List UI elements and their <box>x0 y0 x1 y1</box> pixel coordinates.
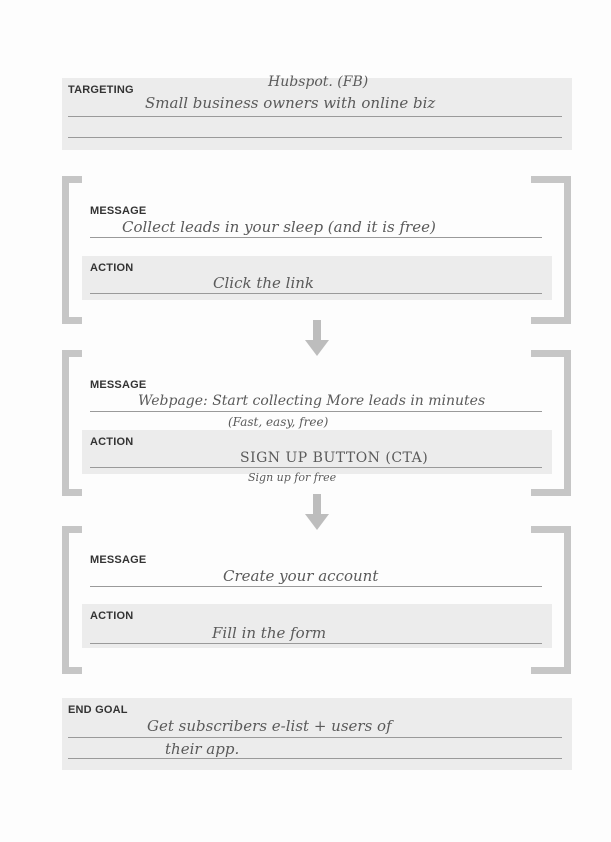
step3-message-text: Create your account <box>223 567 379 585</box>
end-goal-label: END GOAL <box>68 704 128 716</box>
step2-message-label: MESSAGE <box>90 379 147 391</box>
step2-left-bracket <box>62 350 82 496</box>
step2-message-subtext: (Fast, easy, free) <box>228 415 329 429</box>
targeting-label: TARGETING <box>68 84 134 96</box>
down-arrow-icon <box>305 494 329 532</box>
step1-action-text: Click the link <box>213 274 315 292</box>
step1-action-label: ACTION <box>90 262 134 274</box>
targeting-line-2 <box>68 137 562 138</box>
step3-left-bracket <box>62 526 82 674</box>
step1-message-text: Collect leads in your sleep (and it is free) <box>122 218 436 236</box>
step3-action-line <box>90 643 542 644</box>
step3-message-line <box>90 586 542 587</box>
step2-action-line <box>90 467 542 468</box>
step3-message-label: MESSAGE <box>90 554 147 566</box>
step1-message-line <box>90 237 542 238</box>
step2-action-text: SIGN UP BUTTON (CTA) <box>240 450 429 466</box>
step2-action-label: ACTION <box>90 436 134 448</box>
step3-action-text: Fill in the form <box>212 624 327 642</box>
end-goal-line-1-text: Get subscribers e-list + users of <box>147 717 392 735</box>
step1-left-bracket <box>62 176 82 324</box>
step3-action-label: ACTION <box>90 610 134 622</box>
down-arrow-icon <box>305 320 329 358</box>
step2-right-bracket <box>531 350 571 496</box>
targeting-line-1 <box>68 116 562 117</box>
step1-message-label: MESSAGE <box>90 205 147 217</box>
targeting-line-1-text: Small business owners with online biz <box>145 94 436 112</box>
step1-action-line <box>90 293 542 294</box>
step2-message-text: Webpage: Start collecting More leads in minutes <box>138 393 486 409</box>
step3-right-bracket <box>531 526 571 674</box>
step1-right-bracket <box>531 176 571 324</box>
end-goal-line-2 <box>68 758 562 759</box>
step2-action-subtext: Sign up for free <box>248 471 337 484</box>
step2-message-line <box>90 411 542 412</box>
targeting-note: Hubspot. (FB) <box>268 74 369 90</box>
end-goal-line-1 <box>68 737 562 738</box>
end-goal-line-2-text: their app. <box>165 740 240 758</box>
